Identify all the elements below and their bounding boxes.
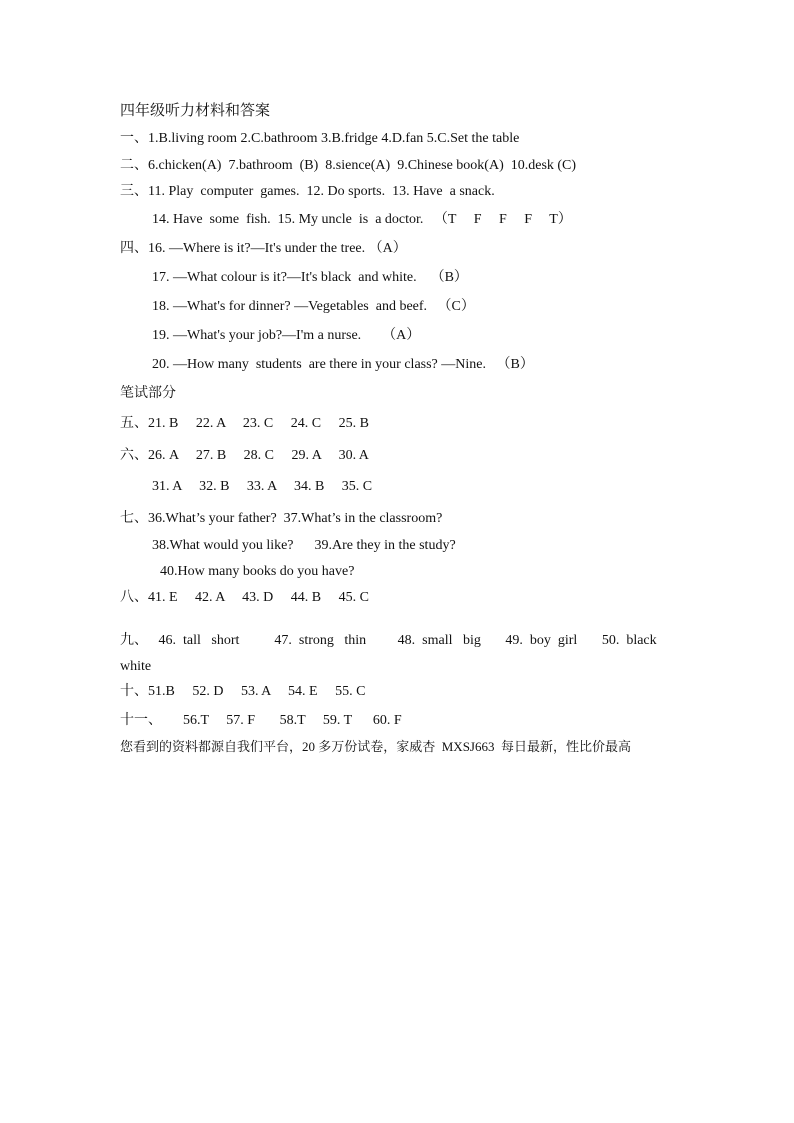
answer-line-19: 十、51.B 52. D 53. A 54. E 55. C xyxy=(120,684,366,699)
answer-line-6: 17. —What colour is it?—It's black and white. （B） xyxy=(152,270,468,285)
document-title: 四年级听力材料和答案 xyxy=(120,103,271,119)
answer-line-5: 四、16. —Where is it?—It's under the tree. （A） xyxy=(120,241,407,256)
footer-note: 您看到的资料都源自我们平台，20 多万份试卷，家威杏 MXSJ663 每日最新，性比价最高 xyxy=(120,739,631,754)
answer-line-17: 九、 46. tall short 47. strong thin 48. small big 49. boy girl 50. black xyxy=(120,633,657,648)
answer-line-15: 40.How many books do you have? xyxy=(160,564,355,579)
answer-line-12: 31. A 32. B 33. A 34. B 35. C xyxy=(152,479,373,494)
answer-line-9: 20. —How many students are there in your class? —Nine. （B） xyxy=(152,357,534,372)
answer-line-14: 38.What would you like? 39.Are they in the study? xyxy=(152,538,456,553)
answer-line-3: 三、11. Play computer games. 12. Do sports. 13. Have a snack. xyxy=(120,184,495,199)
section-heading: 笔试部分 xyxy=(120,386,176,401)
answer-line-13: 七、36.What’s your father? 37.What’s in the classroom? xyxy=(120,511,443,526)
answer-line-8: 19. —What's your job?—I'm a nurse. （A） xyxy=(152,328,421,343)
answer-line-2: 二、6.chicken(A) 7.bathroom (B) 8.sience(A) 9.Chinese book(A) 10.desk (C) xyxy=(120,158,577,173)
answer-line-18: white xyxy=(120,659,152,674)
answer-line-16: 八、41. E 42. A 43. D 44. B 45. C xyxy=(120,590,369,605)
answer-line-11: 六、26. A 27. B 28. C 29. A 30. A xyxy=(120,448,369,463)
answer-line-7: 18. —What's for dinner? —Vegetables and beef. （C） xyxy=(152,299,475,314)
answer-line-20: 十一、 56.T 57. F 58.T 59. T 60. F xyxy=(120,713,402,728)
answer-line-1: 一、1.B.living room 2.C.bathroom 3.B.fridge 4.D.fan 5.C.Set the table xyxy=(120,131,520,146)
answer-line-10: 五、21. B 22. A 23. C 24. C 25. B xyxy=(120,416,369,431)
answer-line-4: 14. Have some fish. 15. My uncle is a doctor. （T F F F T） xyxy=(152,212,572,227)
